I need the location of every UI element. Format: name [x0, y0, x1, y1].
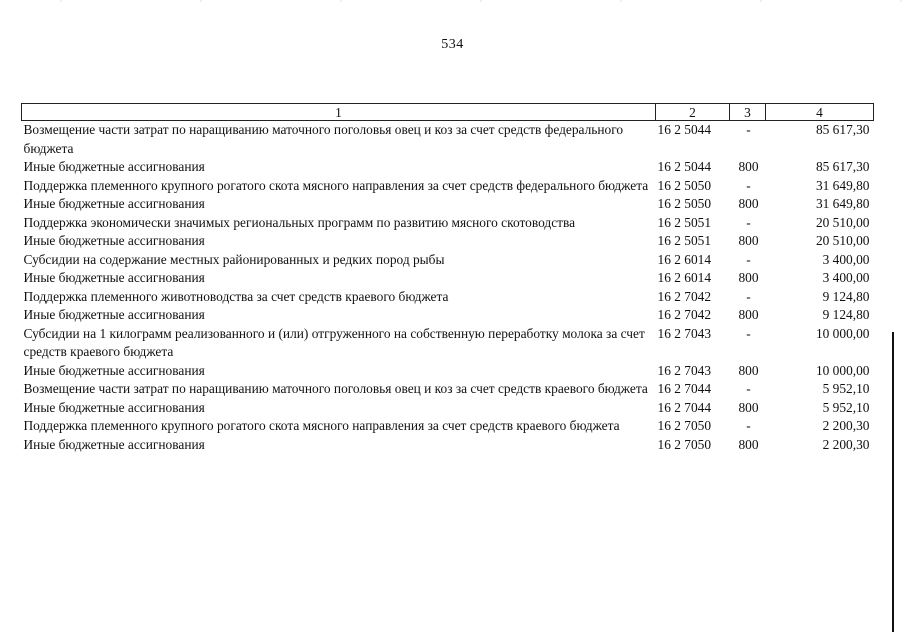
row-amount: 10 000,00	[815, 362, 870, 378]
row-type: 800	[738, 436, 759, 452]
row-name: Иные бюджетные ассигнования	[23, 399, 205, 415]
table-row	[22, 399, 874, 418]
scan-artifact-top	[0, 0, 905, 2]
row-amount: 5 952,10	[822, 381, 870, 396]
row-code: 16 2 5051	[657, 214, 712, 230]
row-type: 800	[738, 159, 759, 174]
row-code: 16 2 6014	[657, 270, 712, 285]
row-type: 800	[738, 362, 759, 378]
row-amount: 9 124,80	[822, 307, 870, 322]
table-row	[22, 436, 874, 455]
table-row	[22, 288, 874, 307]
row-type: -	[746, 177, 751, 193]
table-row	[22, 306, 874, 325]
page-number: 534	[441, 37, 464, 52]
row-code: 16 2 7050	[657, 436, 712, 452]
row-name: Иные бюджетные ассигнования	[23, 307, 205, 322]
row-amount: 85 617,30	[815, 159, 870, 174]
column-header-name: 1	[22, 104, 656, 121]
table-body	[22, 121, 874, 455]
row-type: -	[746, 381, 751, 396]
table-row	[22, 251, 874, 270]
row-code: 16 2 6014	[657, 251, 712, 267]
row-code: 16 2 5050	[657, 177, 712, 193]
table-row	[22, 195, 874, 214]
row-name: Поддержка экономически значимых региональных программ по развитию мясного скотоводства	[23, 214, 576, 230]
table-row	[22, 269, 874, 288]
table-row	[22, 177, 874, 196]
column-header-code: 2	[656, 104, 730, 121]
row-name: Иные бюджетные ассигнования	[23, 436, 205, 452]
row-name: Субсидии на 1 килограмм реализованного и (или) отгруженного на собственную переработку молока за счет средств краевого бюджета	[23, 325, 645, 359]
row-amount: 3 400,00	[822, 251, 870, 267]
row-type: 800	[738, 399, 759, 415]
row-name: Поддержка племенного крупного рогатого скота мясного направления за счет средств краевого бюджета	[23, 418, 620, 433]
row-type: -	[746, 418, 751, 433]
row-name: Иные бюджетные ассигнования	[23, 196, 205, 211]
row-amount: 3 400,00	[822, 270, 870, 285]
row-name: Иные бюджетные ассигнования	[23, 362, 205, 378]
row-code: 16 2 5044	[657, 159, 712, 174]
row-amount: 31 649,80	[815, 196, 870, 211]
table-row	[22, 121, 874, 159]
row-code: 16 2 7042	[657, 288, 712, 304]
row-amount: 85 617,30	[815, 122, 870, 137]
row-code: 16 2 5044	[657, 122, 712, 137]
row-code: 16 2 7043	[657, 325, 712, 341]
row-name: Иные бюджетные ассигнования	[23, 233, 205, 248]
row-type: 800	[738, 233, 759, 248]
row-amount: 2 200,30	[822, 418, 870, 433]
row-amount: 9 124,80	[822, 288, 870, 304]
row-amount: 31 649,80	[815, 177, 870, 193]
row-name: Возмещение части затрат по наращиванию маточного поголовья овец и коз за счет средств федерального бюджета	[23, 122, 624, 156]
row-code: 16 2 7042	[657, 307, 712, 322]
table-row	[22, 214, 874, 233]
row-amount: 20 510,00	[815, 233, 870, 248]
scan-edge-line	[892, 332, 894, 632]
row-code: 16 2 5051	[657, 233, 712, 248]
row-amount: 5 952,10	[822, 399, 870, 415]
row-code: 16 2 5050	[657, 196, 712, 211]
table-row	[22, 362, 874, 381]
row-name: Иные бюджетные ассигнования	[23, 159, 205, 174]
row-amount: 20 510,00	[815, 214, 870, 230]
row-type: 800	[738, 196, 759, 211]
table-row	[22, 232, 874, 251]
row-type: -	[746, 288, 751, 304]
row-name: Иные бюджетные ассигнования	[23, 270, 205, 285]
row-code: 16 2 7043	[657, 362, 712, 378]
row-name: Поддержка племенного крупного рогатого скота мясного направления за счет средств федерального бюджета	[23, 177, 649, 193]
row-name: Субсидии на содержание местных районированных и редких пород рыбы	[23, 251, 445, 267]
column-header-amount: 4	[766, 104, 874, 121]
budget-table	[21, 103, 874, 454]
row-amount: 2 200,30	[822, 436, 870, 452]
row-code: 16 2 7050	[657, 418, 712, 433]
row-type: 800	[738, 270, 759, 285]
table-row	[22, 325, 874, 362]
table-header-row	[22, 104, 874, 121]
row-type: -	[746, 214, 751, 230]
table-row	[22, 380, 874, 399]
row-amount: 10 000,00	[815, 325, 870, 341]
row-name: Поддержка племенного животноводства за счет средств краевого бюджета	[23, 288, 449, 304]
row-type: -	[746, 251, 751, 267]
row-type: -	[746, 325, 751, 341]
row-name: Возмещение части затрат по наращиванию маточного поголовья овец и коз за счет средств краевого бюджета	[23, 381, 648, 396]
table-row	[22, 158, 874, 177]
column-header-type: 3	[730, 104, 766, 121]
row-type: 800	[738, 307, 759, 322]
table-row	[22, 417, 874, 436]
row-type: -	[746, 122, 751, 137]
row-code: 16 2 7044	[657, 399, 712, 415]
row-code: 16 2 7044	[657, 381, 712, 396]
